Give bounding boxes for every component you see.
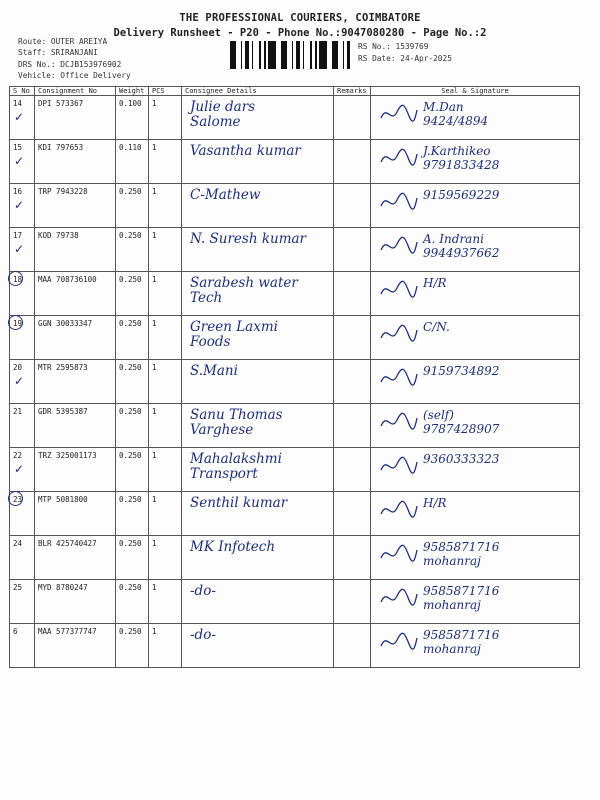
weight-cell — [116, 360, 149, 404]
consignment-text: GGN 30033347 — [38, 319, 93, 328]
consignment-text: GDR 5395387 — [38, 407, 88, 416]
weight-text: 0.250 — [119, 451, 142, 460]
pcs-text: 1 — [152, 99, 157, 108]
seal-cell — [371, 448, 580, 492]
consignee-cell — [182, 448, 334, 492]
consignee-name: C-Mathew — [190, 187, 261, 203]
signature-scribble — [379, 454, 419, 478]
sno-text: 16 — [13, 187, 23, 196]
circle-mark-icon — [8, 491, 23, 506]
sno-text: 14 — [13, 99, 23, 108]
table-row — [10, 184, 580, 228]
seal-cell — [371, 140, 580, 184]
weight-cell — [116, 624, 149, 668]
seal-cell — [371, 580, 580, 624]
pcs-text: 1 — [152, 319, 157, 328]
seal-text: 9585871716 mohanraj — [423, 540, 500, 568]
remarks-cell — [334, 624, 371, 668]
pcs-cell — [149, 536, 182, 580]
consignment-cell — [35, 272, 116, 316]
consignee-cell — [182, 272, 334, 316]
consignment-text: MAA 577377747 — [38, 627, 97, 636]
consignee-cell — [182, 140, 334, 184]
signature-scribble — [379, 322, 419, 346]
pcs-cell — [149, 184, 182, 228]
remarks-cell — [334, 580, 371, 624]
consignment-cell — [35, 580, 116, 624]
check-mark-icon: ✓ — [14, 154, 25, 168]
signature-scribble — [379, 542, 419, 566]
consignee-cell — [182, 96, 334, 140]
consignment-text: DPI 573367 — [38, 99, 84, 108]
sno-text: 25 — [13, 583, 23, 592]
consignment-text: TRZ 325001173 — [38, 451, 97, 460]
signature-scribble — [379, 234, 419, 258]
sno-text: 23 — [13, 495, 23, 504]
signature-scribble — [379, 102, 419, 126]
rs-date: RS Date: 24-Apr-2025 — [358, 54, 452, 63]
check-mark-icon: ✓ — [14, 110, 25, 124]
sno-cell — [10, 360, 35, 404]
remarks-cell — [334, 228, 371, 272]
table-row — [10, 580, 580, 624]
sno-text: 19 — [13, 319, 23, 328]
pcs-text: 1 — [152, 187, 157, 196]
remarks-cell — [334, 360, 371, 404]
check-mark-icon: ✓ — [14, 198, 25, 212]
sno-cell — [10, 228, 35, 272]
remarks-cell — [334, 536, 371, 580]
consignment-cell — [35, 96, 116, 140]
weight-cell — [116, 96, 149, 140]
signature-scribble — [379, 586, 419, 610]
weight-text: 0.250 — [119, 539, 142, 548]
table-row — [10, 140, 580, 184]
consignee-cell — [182, 184, 334, 228]
weight-text: 0.250 — [119, 187, 142, 196]
sno-text: 15 — [13, 143, 23, 152]
signature-scribble — [379, 366, 419, 390]
barcode — [229, 41, 351, 69]
sno-text: 18 — [13, 275, 23, 284]
consignment-cell — [35, 492, 116, 536]
weight-cell — [116, 272, 149, 316]
consignee-name: MK Infotech — [190, 539, 276, 555]
table-row — [10, 536, 580, 580]
pcs-cell — [149, 448, 182, 492]
weight-cell — [116, 140, 149, 184]
table-row — [10, 272, 580, 316]
weight-cell — [116, 316, 149, 360]
weight-cell — [116, 536, 149, 580]
check-mark-icon: ✓ — [14, 242, 25, 256]
seal-cell — [371, 624, 580, 668]
seal-text: 9585871716 mohanraj — [423, 628, 500, 656]
seal-cell — [371, 360, 580, 404]
col-sno: S No — [10, 87, 35, 96]
circle-mark-icon — [8, 271, 23, 286]
sno-text: 22 — [13, 451, 23, 460]
pcs-text: 1 — [152, 627, 157, 636]
consignee-name: Mahalakshmi Transport — [190, 451, 282, 482]
weight-text: 0.250 — [119, 495, 142, 504]
pcs-cell — [149, 96, 182, 140]
table-header-row — [10, 87, 580, 96]
seal-text: 9360333323 — [423, 452, 500, 466]
rs-number: RS No.: 1539769 — [358, 42, 429, 51]
signature-scribble — [379, 146, 419, 170]
consignment-cell — [35, 316, 116, 360]
consignment-cell — [35, 624, 116, 668]
col-pcs: PCS — [149, 87, 182, 96]
seal-text: M.Dan 9424/4894 — [423, 100, 489, 128]
circle-mark-icon — [8, 315, 23, 330]
weight-text: 0.100 — [119, 99, 142, 108]
seal-cell — [371, 272, 580, 316]
weight-cell — [116, 404, 149, 448]
consignee-cell — [182, 228, 334, 272]
consignment-text: MYD 8780247 — [38, 583, 88, 592]
seal-text: (self) 9787428907 — [423, 408, 500, 436]
sno-text: 24 — [13, 539, 23, 548]
pcs-text: 1 — [152, 451, 157, 460]
check-mark-icon: ✓ — [14, 374, 25, 388]
col-remarks: Remarks — [334, 87, 371, 96]
remarks-cell — [334, 316, 371, 360]
consignee-name: Senthil kumar — [190, 495, 288, 511]
table-row — [10, 96, 580, 140]
consignment-cell — [35, 404, 116, 448]
seal-cell — [371, 492, 580, 536]
sno-cell — [10, 140, 35, 184]
remarks-cell — [334, 184, 371, 228]
signature-scribble — [379, 410, 419, 434]
route-label: Route: OUTER AREIYA — [18, 37, 108, 46]
sno-cell — [10, 316, 35, 360]
seal-cell — [371, 96, 580, 140]
sno-cell — [10, 404, 35, 448]
pcs-cell — [149, 624, 182, 668]
vehicle-label: Vehicle: Office Delivery — [18, 71, 131, 80]
consignment-cell — [35, 360, 116, 404]
pcs-cell — [149, 404, 182, 448]
sno-cell — [10, 272, 35, 316]
seal-text: C/N. — [423, 320, 450, 334]
staff-label: Staff: SRIRANJANI — [18, 48, 98, 57]
drs-label: DRS No.: DCJB153976902 — [18, 60, 122, 69]
pcs-cell — [149, 360, 182, 404]
consignee-name: Vasantha kumar — [190, 143, 301, 159]
weight-cell — [116, 228, 149, 272]
sno-cell — [10, 580, 35, 624]
weight-text: 0.250 — [119, 319, 142, 328]
pcs-cell — [149, 580, 182, 624]
sno-text: 6 — [13, 627, 18, 636]
consignment-text: MTP 5081800 — [38, 495, 88, 504]
table-row — [10, 360, 580, 404]
pcs-text: 1 — [152, 143, 157, 152]
sno-cell — [10, 536, 35, 580]
table-row — [10, 228, 580, 272]
consignee-name: -do- — [190, 583, 216, 599]
col-consignment: Consignment No — [35, 87, 116, 96]
consignee-name: -do- — [190, 627, 216, 643]
sno-cell — [10, 184, 35, 228]
runsheet-title: Delivery Runsheet - P20 - Phone No.:9047080280 - Page No.:2 — [113, 27, 487, 39]
col-seal: Seal & Signature — [371, 87, 580, 96]
weight-text: 0.250 — [119, 583, 142, 592]
consignment-cell — [35, 536, 116, 580]
sno-text: 17 — [13, 231, 23, 240]
runsheet-table — [9, 86, 580, 668]
consignment-text: KDI 797653 — [38, 143, 84, 152]
weight-cell — [116, 580, 149, 624]
weight-cell — [116, 492, 149, 536]
table-row — [10, 624, 580, 668]
consignee-cell — [182, 404, 334, 448]
consignment-cell — [35, 448, 116, 492]
remarks-cell — [334, 272, 371, 316]
col-weight: Weight — [116, 87, 149, 96]
consignee-cell — [182, 624, 334, 668]
consignee-name: Sanu Thomas Varghese — [190, 407, 283, 438]
table-row — [10, 404, 580, 448]
consignee-name: Sarabesh water Tech — [190, 275, 298, 306]
consignment-cell — [35, 228, 116, 272]
consignment-cell — [35, 140, 116, 184]
weight-text: 0.250 — [119, 231, 142, 240]
remarks-cell — [334, 404, 371, 448]
seal-text: A. Indrani 9944937662 — [423, 232, 500, 260]
consignee-name: S.Mani — [190, 363, 238, 379]
signature-scribble — [379, 190, 419, 214]
seal-cell — [371, 316, 580, 360]
pcs-text: 1 — [152, 407, 157, 416]
table-row — [10, 316, 580, 360]
seal-text: 9585871716 mohanraj — [423, 584, 500, 612]
sno-cell — [10, 624, 35, 668]
pcs-text: 1 — [152, 363, 157, 372]
seal-text: H/R — [423, 496, 447, 510]
seal-text: J.Karthikeo 9791833428 — [423, 144, 500, 172]
seal-text: H/R — [423, 276, 447, 290]
consignee-name: Julie dars Salome — [190, 99, 256, 130]
pcs-text: 1 — [152, 583, 157, 592]
remarks-cell — [334, 448, 371, 492]
signature-scribble — [379, 278, 419, 302]
consignee-name: Green Laxmi Foods — [190, 319, 278, 350]
sno-cell — [10, 492, 35, 536]
consignee-cell — [182, 536, 334, 580]
remarks-cell — [334, 492, 371, 536]
remarks-cell — [334, 140, 371, 184]
consignment-text: TRP 7943228 — [38, 187, 88, 196]
signature-scribble — [379, 630, 419, 654]
weight-text: 0.250 — [119, 407, 142, 416]
check-mark-icon: ✓ — [14, 462, 25, 476]
table-row — [10, 492, 580, 536]
consignee-cell — [182, 360, 334, 404]
seal-text: 9159569229 — [423, 188, 500, 202]
sno-cell — [10, 96, 35, 140]
seal-cell — [371, 184, 580, 228]
pcs-text: 1 — [152, 275, 157, 284]
weight-text: 0.110 — [119, 143, 142, 152]
seal-cell — [371, 228, 580, 272]
pcs-cell — [149, 316, 182, 360]
pcs-cell — [149, 140, 182, 184]
col-consignee: Consignee Details — [182, 87, 334, 96]
seal-text: 9159734892 — [423, 364, 500, 378]
sno-text: 21 — [13, 407, 23, 416]
company-title: THE PROFESSIONAL COURIERS, COIMBATORE — [179, 12, 421, 24]
consignment-cell — [35, 184, 116, 228]
weight-cell — [116, 184, 149, 228]
consignee-cell — [182, 492, 334, 536]
sno-cell — [10, 448, 35, 492]
consignee-cell — [182, 580, 334, 624]
pcs-text: 1 — [152, 539, 157, 548]
consignee-cell — [182, 316, 334, 360]
signature-scribble — [379, 498, 419, 522]
consignee-name: N. Suresh kumar — [190, 231, 307, 247]
consignment-text: KOD 79738 — [38, 231, 79, 240]
seal-cell — [371, 404, 580, 448]
weight-text: 0.250 — [119, 627, 142, 636]
weight-text: 0.250 — [119, 275, 142, 284]
consignment-text: MAA 708736100 — [38, 275, 97, 284]
pcs-cell — [149, 228, 182, 272]
weight-text: 0.250 — [119, 363, 142, 372]
pcs-text: 1 — [152, 495, 157, 504]
pcs-cell — [149, 492, 182, 536]
sno-text: 20 — [13, 363, 23, 372]
table-row — [10, 448, 580, 492]
pcs-cell — [149, 272, 182, 316]
remarks-cell — [334, 96, 371, 140]
consignment-text: MTR 2595873 — [38, 363, 88, 372]
pcs-text: 1 — [152, 231, 157, 240]
seal-cell — [371, 536, 580, 580]
weight-cell — [116, 448, 149, 492]
consignment-text: BLR 425740427 — [38, 539, 97, 548]
